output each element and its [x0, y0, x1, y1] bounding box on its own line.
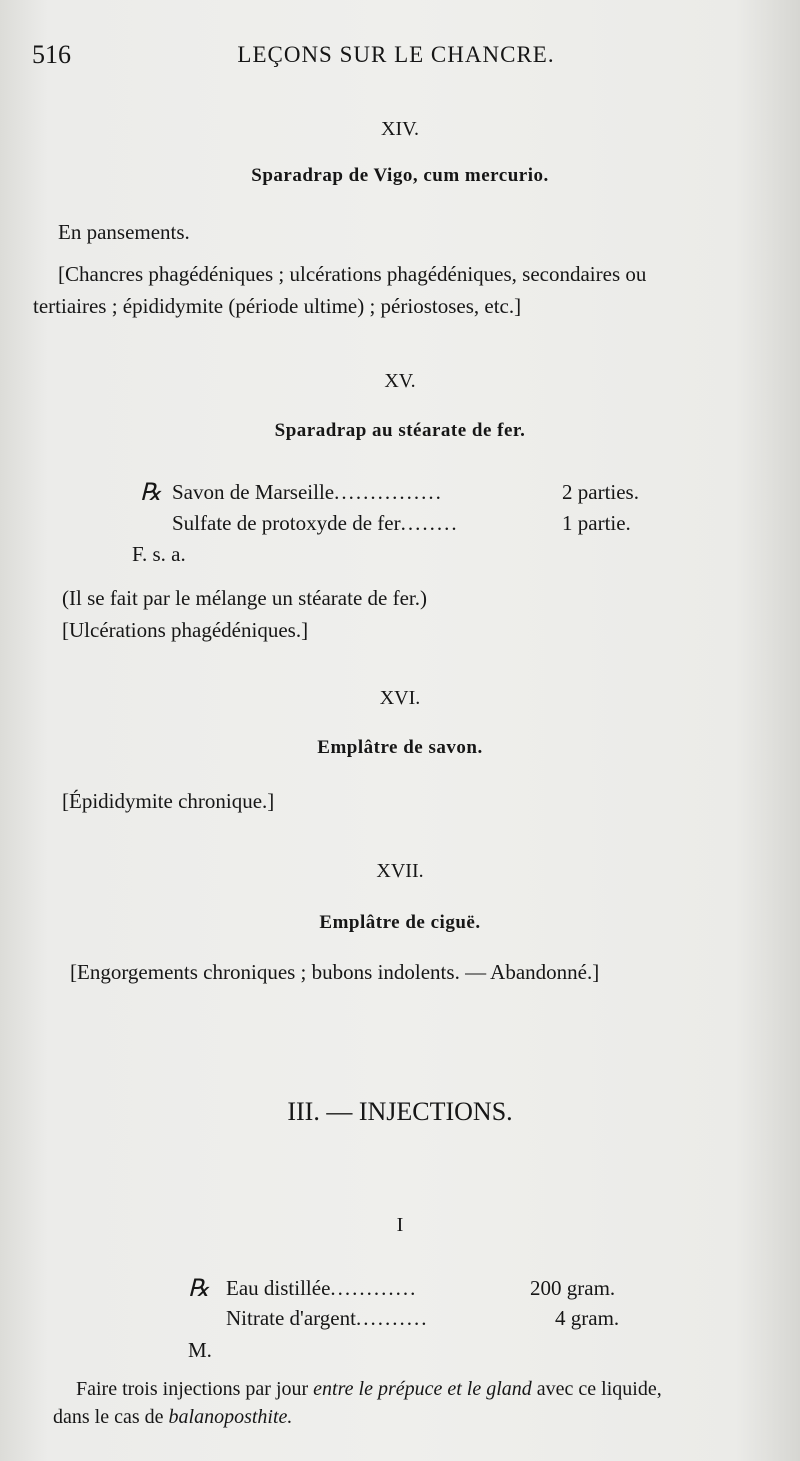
mix-instruction: M. [188, 1338, 212, 1362]
ingredient-row [172, 480, 443, 505]
ingredient-name: Savon de Marseille [172, 480, 335, 504]
section-numeral: I [396, 1214, 404, 1236]
text-line: [Épididymite chronique.] [62, 789, 275, 813]
ingredient-qty: 4 gram. [555, 1306, 620, 1330]
ingredient-name: Sulfate de protoxyde de fer [172, 511, 401, 535]
final-instruction-line [53, 1406, 292, 1429]
section-numeral: XIV. [381, 118, 419, 140]
ingredient-name: Eau distillée [226, 1276, 331, 1300]
ingredient-row [188, 1274, 210, 1303]
instruction-text: avec ce liquide, [531, 1378, 662, 1400]
instruction-text: dans le cas de [53, 1406, 169, 1428]
page-number: 516 [32, 40, 71, 69]
ingredient-name: Nitrate d'argent [226, 1306, 356, 1330]
leader-dots: .......... [355, 1306, 429, 1330]
section-title: Emplâtre de savon. [317, 737, 483, 758]
section-numeral: XV. [384, 370, 416, 392]
section-title: Sparadrap au stéarate de fer. [274, 420, 526, 441]
running-title: LEÇONS SUR LE CHANCRE. [237, 42, 555, 67]
mix-instruction: F. s. a. [132, 542, 186, 566]
recipe-symbol: ℞ [140, 480, 162, 506]
leader-dots: ........ [400, 511, 459, 535]
text-line: [Chancres phagédéniques ; ulcérations phagédéniques, secondaires ou [58, 262, 647, 286]
ingredient-qty: 2 parties. [562, 480, 639, 504]
ingredient-row [140, 478, 162, 507]
leader-dots: ............... [334, 480, 443, 504]
ingredient-row [226, 1306, 428, 1331]
instruction-emphasis: balanoposthite. [168, 1406, 293, 1428]
section-numeral: XVI. [379, 687, 421, 709]
text-line: [Ulcérations phagédéniques.] [62, 618, 309, 642]
section-heading: III. — INJECTIONS. [287, 1097, 513, 1126]
text-line: [Engorgements chroniques ; bubons indolents. — Abandonné.] [70, 960, 600, 984]
section-title: Emplâtre de ciguë. [319, 912, 481, 933]
instruction-text: Faire trois injections par jour [76, 1378, 314, 1400]
section-numeral: XVII. [376, 860, 424, 882]
instruction-emphasis: entre le prépuce et le gland [313, 1378, 532, 1400]
text-line: En pansements. [58, 220, 190, 244]
text-line: (Il se fait par le mélange un stéarate de fer.) [62, 586, 427, 610]
leader-dots: ............ [330, 1276, 418, 1300]
recipe-symbol: ℞ [188, 1276, 210, 1302]
final-instruction-line [76, 1378, 662, 1401]
ingredient-row [172, 511, 459, 536]
ingredient-row [226, 1276, 417, 1301]
ingredient-qty: 1 partie. [562, 511, 631, 535]
text-line: tertiaires ; épididymite (période ultime) ; périostoses, etc.] [33, 294, 522, 318]
section-title: Sparadrap de Vigo, cum mercurio. [251, 165, 549, 186]
page-header [32, 40, 760, 74]
ingredient-qty: 200 gram. [530, 1276, 616, 1300]
